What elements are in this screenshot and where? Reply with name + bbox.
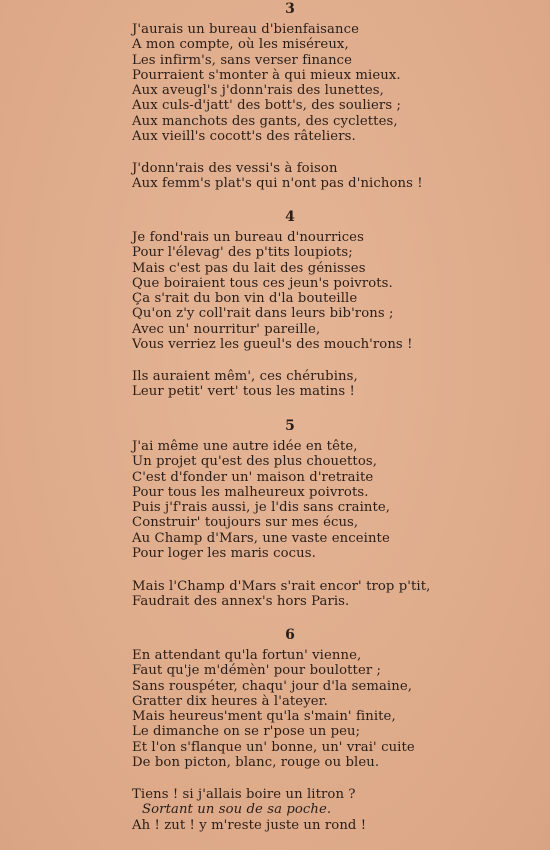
verse-line: Sans rouspéter, chaqu' jour d'la semaine, [132, 678, 413, 694]
final-line-1: Tiens ! si j'allais boire un litron ? [132, 787, 356, 802]
verse-line: De bon picton, blanc, rouge ou bleu. [132, 755, 380, 771]
verse-line: J'donn'rais des vessi's à foison [132, 161, 338, 176]
verse-6-stanza [132, 648, 415, 770]
verse-line: Je fond'rais un bureau d'nourrices [132, 230, 364, 245]
verse-line: Et l'on s'flanque un' bonne, un' vrai' cuite [132, 739, 415, 755]
verse-5-couplet [132, 579, 430, 610]
verse-number-4: 4 [285, 209, 295, 225]
final-line-2: Ah ! zut ! y m'reste juste un rond ! [132, 817, 367, 833]
verse-line: Puis j'f'rais aussi, je l'dis sans crainte, [132, 500, 391, 516]
verse-line: Avec un' nourritur' pareille, [132, 321, 321, 337]
verse-3-couplet [132, 161, 423, 192]
verse-line: Construir' toujours sur mes écus, [132, 515, 359, 531]
verse-line: Aux aveugl's j'donn'rais des lunettes, [132, 83, 384, 99]
verse-6-ending [132, 787, 366, 833]
verse-line: Un projet qu'est des plus chouettos, [132, 454, 378, 470]
verse-5-stanza [132, 439, 390, 561]
verse-line: Au Champ d'Mars, une vaste enceinte [132, 530, 390, 546]
verse-line: J'ai même une autre idée en tête, [132, 439, 358, 454]
verse-4-stanza [132, 230, 413, 352]
verse-line: J'aurais un bureau d'bienfaisance [132, 22, 359, 37]
verse-4-couplet [132, 369, 358, 400]
stage-direction: Sortant un sou de sa poche. [142, 802, 332, 818]
verse-line: Pourraient s'monter à qui mieux mieux. [132, 67, 401, 83]
verse-number-6: 6 [285, 627, 295, 643]
verse-line: Mais c'est pas du lait des génisses [132, 260, 366, 276]
verse-line: A mon compte, où les miséreux, [132, 37, 349, 53]
verse-line: Leur petit' vert' tous les matins ! [132, 384, 355, 400]
verse-line: Que boiraient tous ces jeun's poivrots. [132, 275, 393, 291]
verse-line: Aux manchots des gants, des cyclettes, [132, 113, 398, 129]
verse-line: Gratter dix heures à l'ateyer. [132, 693, 328, 709]
verse-number-5: 5 [285, 418, 295, 434]
verse-line: Les infirm's, sans verser finance [132, 52, 353, 68]
verse-line: Mais heureus'ment qu'la s'main' finite, [132, 709, 396, 725]
verse-line: Mais l'Champ d'Mars s'rait encor' trop p'tit, [132, 579, 431, 594]
verse-3-stanza [132, 22, 401, 144]
verse-line: Faut qu'je m'démèn' pour boulotter ; [132, 663, 382, 679]
verse-line: Aux femm's plat's qui n'ont pas d'nichons ! [132, 176, 423, 192]
verse-line: Pour loger les maris cocus. [132, 546, 316, 562]
verse-line: Faudrait des annex's hors Paris. [132, 594, 350, 610]
verse-line: Aux vieill's cocott's des râteliers. [132, 129, 356, 145]
verse-line: Aux culs-d'jatt' des bott's, des souliers ; [132, 98, 402, 114]
verse-line: Le dimanche on se r'pose un peu; [132, 724, 361, 740]
verse-line: En attendant qu'la fortun' vienne, [132, 648, 362, 663]
verse-line: Pour l'élevag' des p'tits loupiots; [132, 245, 353, 261]
verse-line: Ils auraient mêm', ces chérubins, [132, 369, 358, 384]
verse-line: Pour tous les malheureux poivrots. [132, 484, 369, 500]
verse-line: Vous verriez les gueul's des mouch'rons ! [132, 337, 413, 353]
verse-line: Qu'on z'y coll'rait dans leurs bib'rons ; [132, 306, 394, 322]
verse-number-3: 3 [285, 1, 295, 17]
verse-line: C'est d'fonder un' maison d'retraite [132, 469, 374, 485]
verse-line: Ça s'rait du bon vin d'la bouteille [132, 291, 358, 307]
